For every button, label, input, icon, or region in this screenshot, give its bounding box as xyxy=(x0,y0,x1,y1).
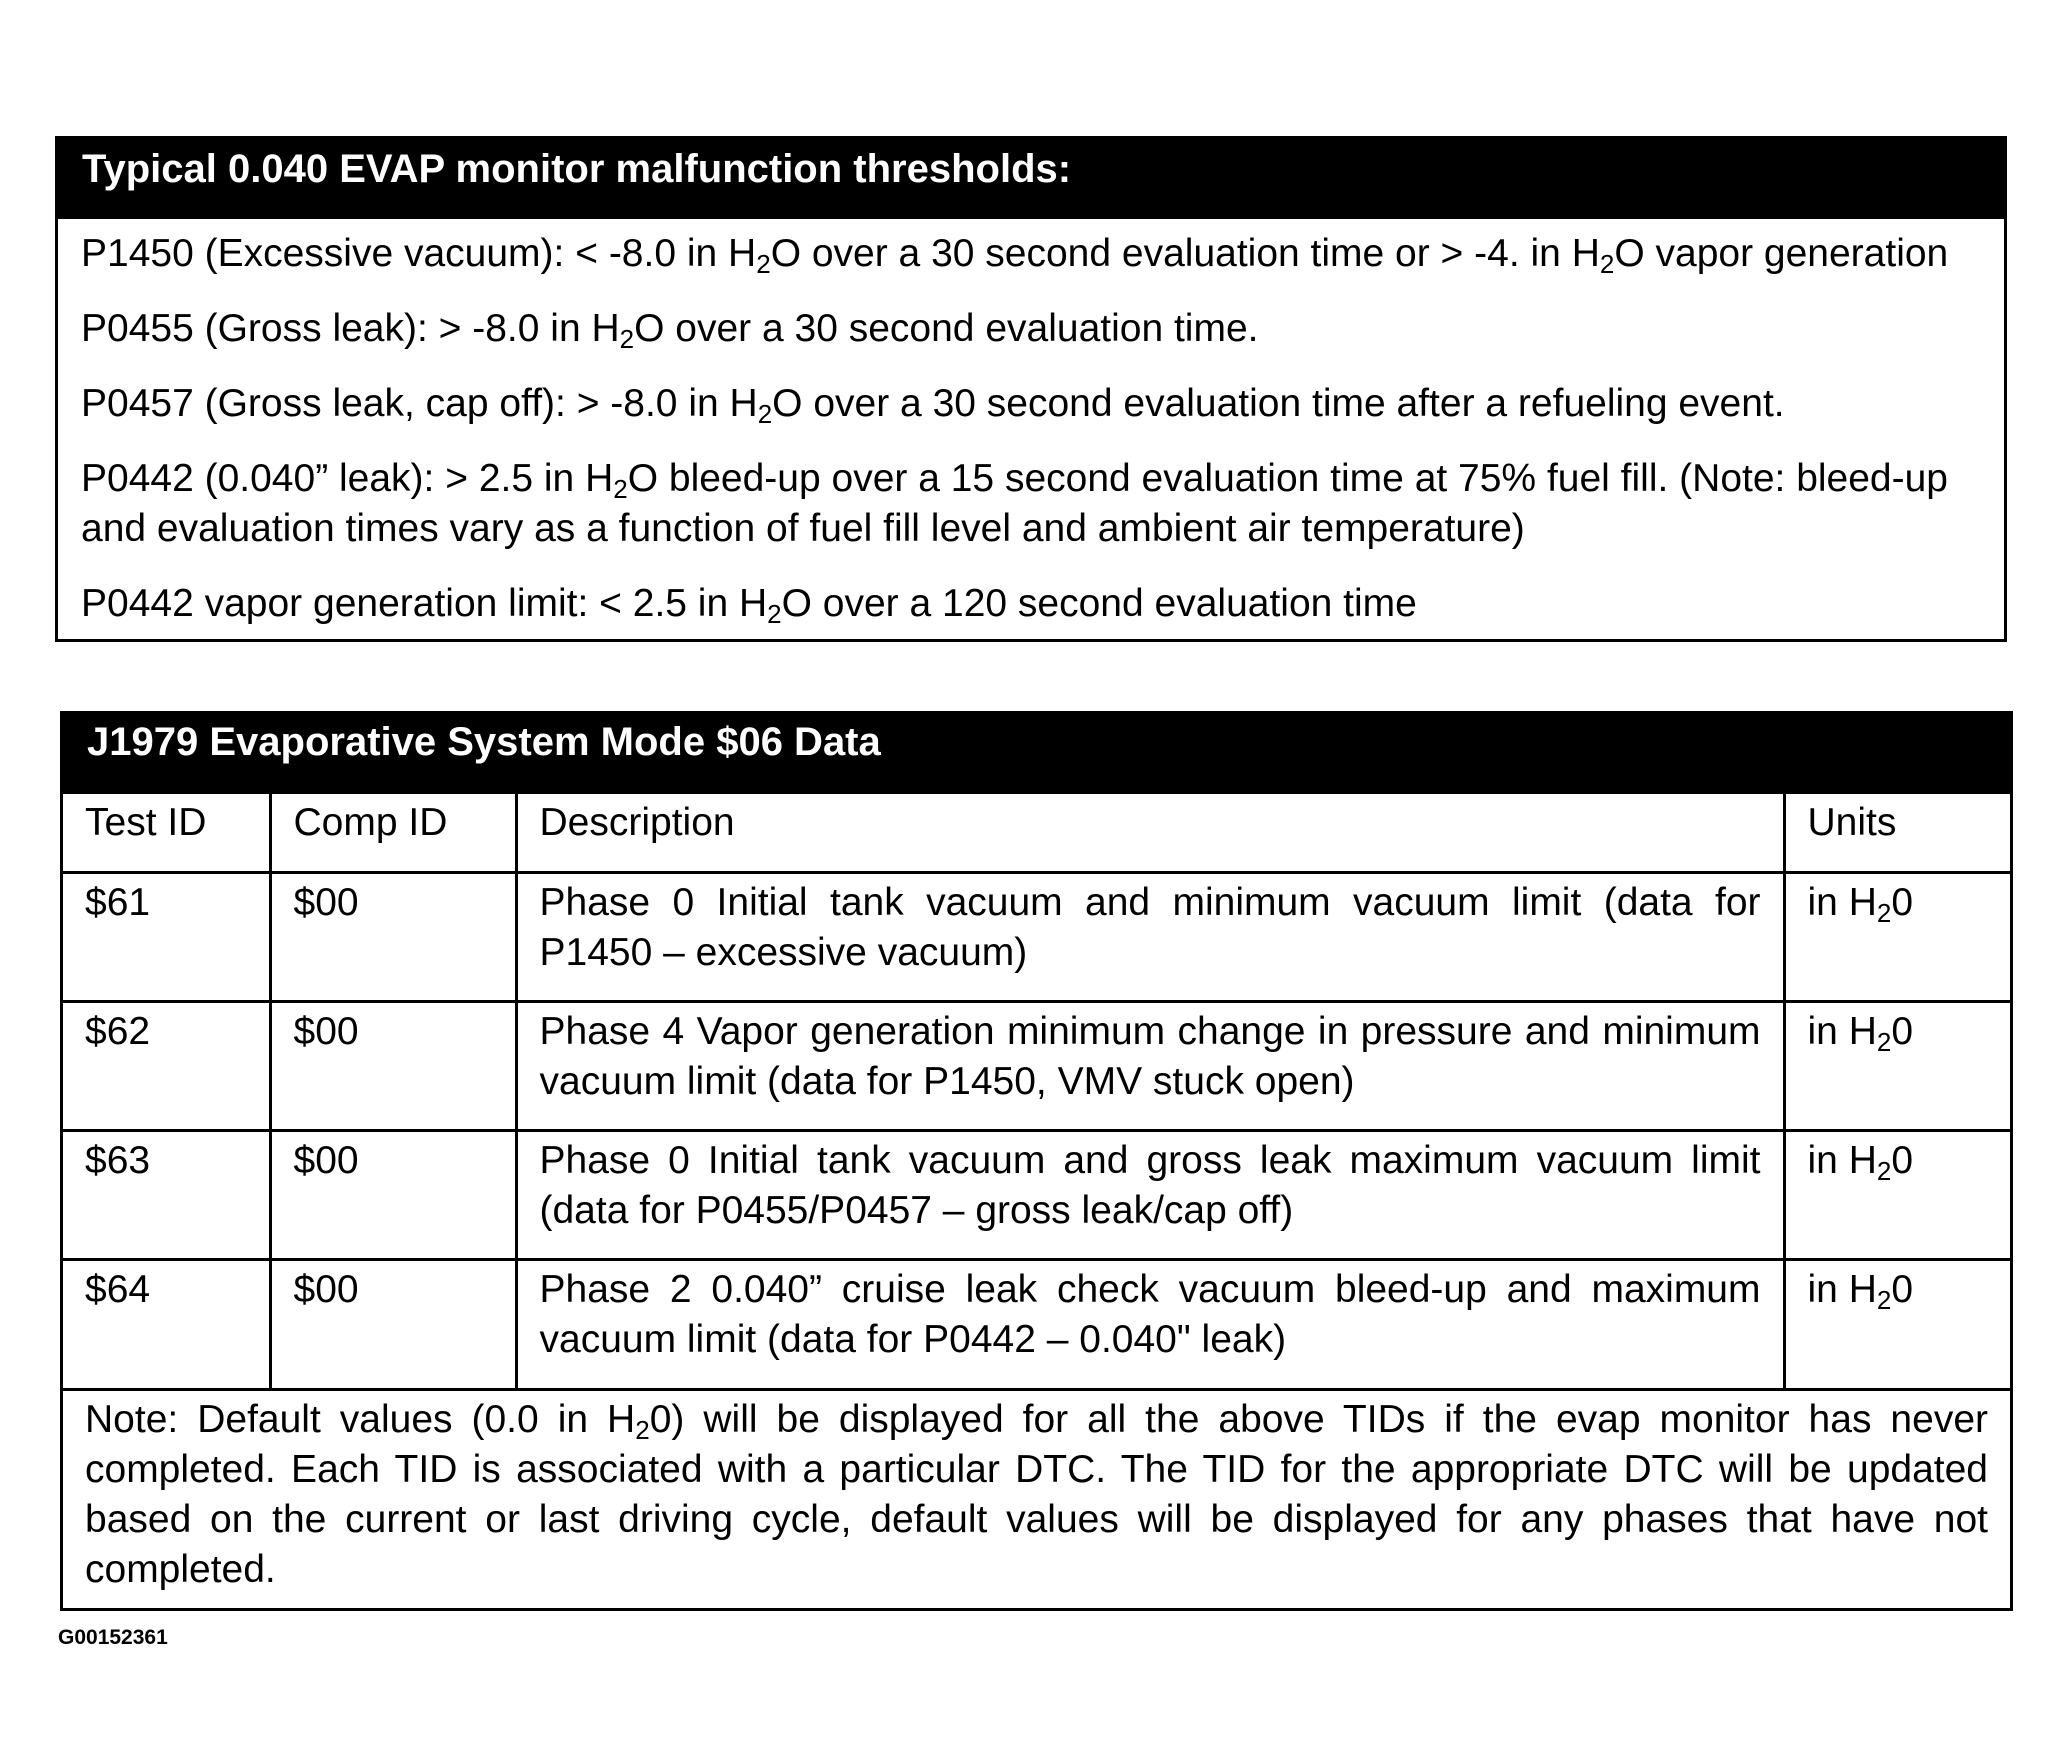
subscript: 2 xyxy=(1876,1155,1892,1186)
threshold-text: O over a 30 second evaluation time after a refueling event. xyxy=(772,382,1785,425)
cell-description: Phase 4 Vapor generation minimum change in pressure and minimum vacuum limit (data for P1450, VMV stuck open) xyxy=(516,1001,1784,1130)
cell-description: Phase 0 Initial tank vacuum and minimum vacuum limit (data for P1450 – excessive vacuum) xyxy=(516,872,1784,1001)
note-text: Note: Default values (0.0 in H xyxy=(85,1398,636,1441)
subscript: 2 xyxy=(1876,1026,1892,1057)
subscript: 2 xyxy=(635,1415,650,1445)
threshold-text: O vapor generation xyxy=(1614,232,1949,275)
header-test-id: Test ID xyxy=(85,801,207,844)
cell-comp-id: $00 xyxy=(270,872,516,1001)
threshold-text: P0457 (Gross leak, cap off): > -8.0 in H xyxy=(81,382,758,425)
threshold-line-p0442-vapor xyxy=(81,579,1984,629)
units-text: in H xyxy=(1807,1267,1877,1311)
threshold-text: O over a 30 second evaluation time. xyxy=(634,307,1259,350)
thresholds-box xyxy=(55,136,2007,642)
threshold-line-p0455 xyxy=(81,304,1984,354)
units-text: in H xyxy=(1807,1138,1877,1182)
threshold-text: P0455 (Gross leak): > -8.0 in H xyxy=(81,307,620,350)
cell-units xyxy=(1784,872,2010,1001)
cell-description: Phase 2 0.040” cruise leak check vacuum bleed-up and maximum vacuum limit (data for P0442 – 0.040" leak) xyxy=(516,1259,1784,1388)
table-row xyxy=(63,1259,2010,1388)
header-description: Description xyxy=(516,794,1784,872)
table-row xyxy=(63,1130,2010,1259)
threshold-line-p1450 xyxy=(81,229,1984,279)
cell-test-id: $63 xyxy=(63,1130,270,1259)
subscript: 2 xyxy=(613,474,628,504)
threshold-text: P1450 (Excessive vacuum): < -8.0 in H xyxy=(81,232,757,275)
cell-comp-id: $00 xyxy=(270,1259,516,1388)
figure-code: G00152361 xyxy=(58,1626,168,1649)
subscript: 2 xyxy=(767,599,782,629)
cell-description: Phase 0 Initial tank vacuum and gross leak maximum vacuum limit (data for P0455/P0457 – gross leak/cap off) xyxy=(516,1130,1784,1259)
table-note xyxy=(63,1388,2010,1595)
units-text: 0 xyxy=(1891,1009,1914,1053)
table-header-row xyxy=(63,794,2010,872)
subscript: 2 xyxy=(757,399,773,429)
thresholds-title: Typical 0.040 EVAP monitor malfunction thresholds: xyxy=(58,139,2004,219)
cell-comp-id: $00 xyxy=(270,1001,516,1130)
header-comp-id: Comp ID xyxy=(270,794,516,872)
threshold-text: O bleed-up over a 15 second evaluation time at 75% fuel fill. (Note: bleed-up and evaluation times vary as a function of fuel fill level and ambient air temperature) xyxy=(81,457,1948,550)
table-row xyxy=(63,872,2010,1001)
subscript: 2 xyxy=(1599,249,1615,279)
subscript: 2 xyxy=(619,324,635,354)
table-row xyxy=(63,1001,2010,1130)
subscript: 2 xyxy=(756,249,771,279)
threshold-text: O over a 30 second evaluation time or > -4. in H xyxy=(770,232,1600,275)
threshold-text: P0442 vapor generation limit: < 2.5 in H xyxy=(81,582,768,625)
cell-test-id: $64 xyxy=(63,1259,270,1388)
subscript: 2 xyxy=(1876,897,1892,928)
units-text: 0 xyxy=(1891,880,1914,924)
note-text: 0) will be displayed for all the above TIDs if the evap monitor has never completed. Each TID is associated with a particular DTC. The TID for the appropriate DTC will be updated based on the current or last driving cycle, default values will be displayed for any phases that have not completed. xyxy=(85,1398,1988,1591)
mode06-box xyxy=(60,711,2013,1611)
units-text: in H xyxy=(1807,1009,1877,1053)
mode06-title: J1979 Evaporative System Mode $06 Data xyxy=(63,714,2010,794)
units-text: 0 xyxy=(1891,1138,1914,1182)
units-text: in H xyxy=(1807,880,1877,924)
cell-test-id: $62 xyxy=(63,1001,270,1130)
cell-units xyxy=(1784,1259,2010,1388)
cell-units xyxy=(1784,1001,2010,1130)
units-text: 0 xyxy=(1891,1267,1914,1311)
cell-units xyxy=(1784,1130,2010,1259)
cell-test-id: $61 xyxy=(63,872,270,1001)
cell-comp-id: $00 xyxy=(270,1130,516,1259)
threshold-text: O over a 120 second evaluation time xyxy=(781,582,1417,625)
threshold-line-p0442 xyxy=(81,454,1984,554)
subscript: 2 xyxy=(1876,1284,1892,1315)
mode06-table xyxy=(63,794,2010,1388)
thresholds-list xyxy=(58,219,2004,629)
threshold-text: P0442 (0.040” leak): > 2.5 in H xyxy=(81,457,614,500)
header-units: Units xyxy=(1784,794,2010,872)
threshold-line-p0457 xyxy=(81,379,1984,429)
